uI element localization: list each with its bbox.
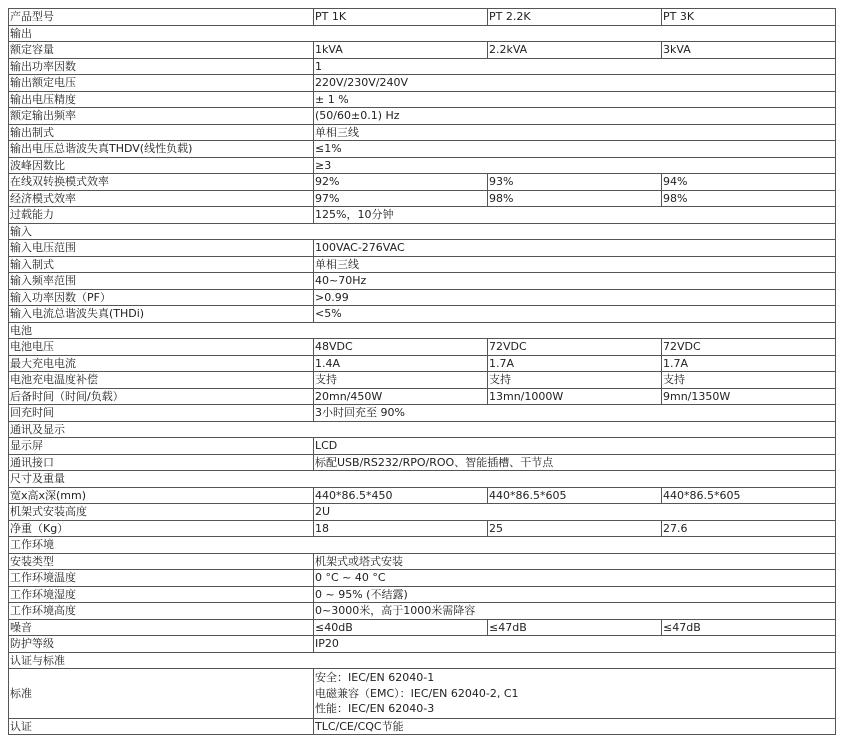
row-value: 97% <box>314 190 488 207</box>
value-line: 电磁兼容（EMC）：IEC/EN 62040-2, C1 <box>315 686 519 700</box>
row-value: 125%，10分钟 <box>314 207 836 224</box>
section-row <box>9 537 836 554</box>
row-value: 2.2kVA <box>488 42 662 59</box>
row-value: 1 <box>314 58 836 75</box>
row-label: 输入制式 <box>9 256 314 273</box>
row-value: 0 °C ~ 40 °C <box>314 570 836 587</box>
row-label: 工作环境高度 <box>9 603 314 620</box>
row-label: 后备时间（时间/负载） <box>9 388 314 405</box>
row-value: ≤40dB <box>314 619 488 636</box>
section-title: 电池 <box>9 322 836 339</box>
spec-table-body <box>9 9 836 735</box>
row-label: 通讯接口 <box>9 454 314 471</box>
table-row <box>9 619 836 636</box>
row-value: 3kVA <box>662 42 836 59</box>
section-title: 输出 <box>9 25 836 42</box>
row-value: ≤47dB <box>488 619 662 636</box>
table-row <box>9 190 836 207</box>
table-row <box>9 669 836 719</box>
row-label: 经济模式效率 <box>9 190 314 207</box>
table-row <box>9 207 836 224</box>
row-label: 电池充电温度补偿 <box>9 372 314 389</box>
row-value: 48VDC <box>314 339 488 356</box>
row-label: 输出额定电压 <box>9 75 314 92</box>
table-row <box>9 405 836 422</box>
row-label: 防护等级 <box>9 636 314 653</box>
row-label: 标准 <box>9 669 314 719</box>
section-row <box>9 223 836 240</box>
table-row <box>9 306 836 323</box>
section-title: 通讯及显示 <box>9 421 836 438</box>
row-value: 440*86.5*450 <box>314 487 488 504</box>
row-label: 输入频率范围 <box>9 273 314 290</box>
table-row <box>9 42 836 59</box>
row-value: ≤1% <box>314 141 836 158</box>
header-cell-pt-1k: PT 1K <box>314 9 488 26</box>
row-value: 标配USB/RS232/RPO/ROO、智能插槽、干节点 <box>314 454 836 471</box>
row-label: 工作环境温度 <box>9 570 314 587</box>
row-label: 噪音 <box>9 619 314 636</box>
row-label: 在线双转换模式效率 <box>9 174 314 191</box>
section-title: 输入 <box>9 223 836 240</box>
value-line: 性能：IEC/EN 62040-3 <box>315 702 435 715</box>
row-label: 最大充电电流 <box>9 355 314 372</box>
row-label: 回充时间 <box>9 405 314 422</box>
table-row <box>9 487 836 504</box>
row-value: 1.7A <box>488 355 662 372</box>
section-title: 尺寸及重量 <box>9 471 836 488</box>
row-value: 2U <box>314 504 836 521</box>
row-value: 27.6 <box>662 520 836 537</box>
table-row <box>9 141 836 158</box>
row-value: <5% <box>314 306 836 323</box>
row-value: ≥3 <box>314 157 836 174</box>
table-row <box>9 75 836 92</box>
row-value: 9mn/1350W <box>662 388 836 405</box>
header-row <box>9 9 836 26</box>
row-value: 3小时回充至 90% <box>314 405 836 422</box>
row-value: IP20 <box>314 636 836 653</box>
section-row <box>9 25 836 42</box>
table-row <box>9 240 836 257</box>
row-value-multiline <box>314 669 836 719</box>
row-value: 98% <box>662 190 836 207</box>
row-value: 1.4A <box>314 355 488 372</box>
row-value: 单相三线 <box>314 256 836 273</box>
row-label: 电池电压 <box>9 339 314 356</box>
row-label: 输出制式 <box>9 124 314 141</box>
row-value: 100VAC-276VAC <box>314 240 836 257</box>
spec-table <box>8 8 836 735</box>
row-value: 支持 <box>662 372 836 389</box>
table-row <box>9 504 836 521</box>
row-value: 72VDC <box>662 339 836 356</box>
row-value: 92% <box>314 174 488 191</box>
table-row <box>9 388 836 405</box>
row-label: 输入电流总谐波失真(THDi) <box>9 306 314 323</box>
row-value: 13mn/1000W <box>488 388 662 405</box>
table-row <box>9 603 836 620</box>
row-label: 认证 <box>9 718 314 735</box>
table-row <box>9 718 836 735</box>
row-label: 净重（Kg） <box>9 520 314 537</box>
row-value: 支持 <box>314 372 488 389</box>
row-value: 0~3000米，高于1000米需降容 <box>314 603 836 620</box>
row-label: 输入电压范围 <box>9 240 314 257</box>
row-label: 宽x高x深(mm) <box>9 487 314 504</box>
row-value: 18 <box>314 520 488 537</box>
row-value: 440*86.5*605 <box>662 487 836 504</box>
row-label: 输出电压精度 <box>9 91 314 108</box>
table-row <box>9 256 836 273</box>
table-row <box>9 108 836 125</box>
section-row <box>9 652 836 669</box>
table-row <box>9 570 836 587</box>
table-row <box>9 636 836 653</box>
row-value: ≤47dB <box>662 619 836 636</box>
row-label: 安装类型 <box>9 553 314 570</box>
row-value: >0.99 <box>314 289 836 306</box>
row-label: 工作环境湿度 <box>9 586 314 603</box>
table-row <box>9 91 836 108</box>
table-row <box>9 174 836 191</box>
row-label: 输出电压总谐波失真THDV(线性负载) <box>9 141 314 158</box>
row-value: ± 1 % <box>314 91 836 108</box>
table-row <box>9 58 836 75</box>
table-row <box>9 157 836 174</box>
row-value: 1.7A <box>662 355 836 372</box>
section-row <box>9 471 836 488</box>
row-value: 72VDC <box>488 339 662 356</box>
table-row <box>9 289 836 306</box>
table-row <box>9 438 836 455</box>
row-value: (50/60±0.1) Hz <box>314 108 836 125</box>
value-line: 安全：IEC/EN 62040-1 <box>315 671 435 684</box>
row-label: 过载能力 <box>9 207 314 224</box>
row-value: 1kVA <box>314 42 488 59</box>
row-value: 93% <box>488 174 662 191</box>
row-label: 机架式安装高度 <box>9 504 314 521</box>
table-row <box>9 454 836 471</box>
row-value: LCD <box>314 438 836 455</box>
header-cell-pt-2-2k: PT 2.2K <box>488 9 662 26</box>
table-row <box>9 273 836 290</box>
row-value: 98% <box>488 190 662 207</box>
row-value: 440*86.5*605 <box>488 487 662 504</box>
row-value: TLC/CE/CQC节能 <box>314 718 836 735</box>
row-label: 额定容量 <box>9 42 314 59</box>
row-value: 40~70Hz <box>314 273 836 290</box>
section-row <box>9 322 836 339</box>
header-cell-pt-3k: PT 3K <box>662 9 836 26</box>
table-row <box>9 372 836 389</box>
row-label: 显示屏 <box>9 438 314 455</box>
table-row <box>9 124 836 141</box>
section-title: 工作环境 <box>9 537 836 554</box>
table-row <box>9 520 836 537</box>
row-value: 20mn/450W <box>314 388 488 405</box>
section-row <box>9 421 836 438</box>
row-label: 输出功率因数 <box>9 58 314 75</box>
row-value: 支持 <box>488 372 662 389</box>
table-row <box>9 339 836 356</box>
table-row <box>9 586 836 603</box>
row-label: 波峰因数比 <box>9 157 314 174</box>
table-row <box>9 355 836 372</box>
table-row <box>9 553 836 570</box>
row-value: 25 <box>488 520 662 537</box>
row-value: 94% <box>662 174 836 191</box>
row-value: 220V/230V/240V <box>314 75 836 92</box>
row-label: 输入功率因数（PF） <box>9 289 314 306</box>
row-label: 额定输出频率 <box>9 108 314 125</box>
row-value: 机架式或塔式安装 <box>314 553 836 570</box>
header-cell-product-model: 产品型号 <box>9 9 314 26</box>
section-title: 认证与标准 <box>9 652 836 669</box>
row-value: 单相三线 <box>314 124 836 141</box>
row-value: 0 ~ 95% (不结露) <box>314 586 836 603</box>
